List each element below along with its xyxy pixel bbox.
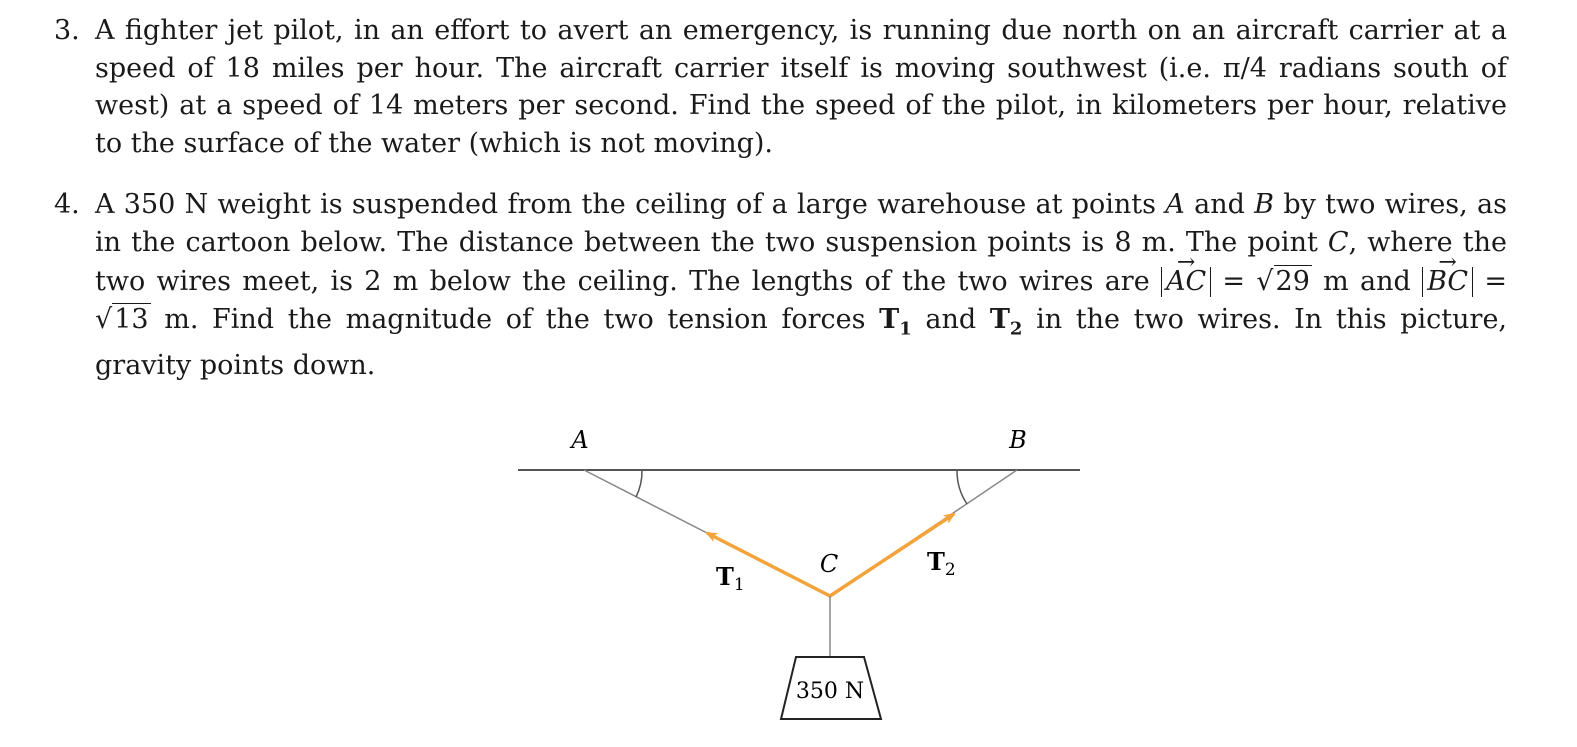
equals-sign: = bbox=[1473, 266, 1507, 297]
text-segment: and bbox=[911, 303, 990, 335]
problem-number: 3. bbox=[54, 15, 80, 46]
text-segment: and bbox=[1184, 189, 1255, 220]
vector-ac: → AC bbox=[1166, 267, 1206, 297]
point-a-ref: A bbox=[1165, 189, 1185, 220]
tension-symbol: T bbox=[989, 303, 1010, 335]
point-b-label: B bbox=[1009, 426, 1027, 454]
equals-sign: = bbox=[1211, 266, 1257, 297]
point-b-ref: B bbox=[1254, 189, 1275, 220]
text-segment: m and bbox=[1311, 266, 1423, 297]
text-segment: , where the two wires meet, is 2 m below the ceiling. The lengths of the two wires are bbox=[95, 226, 1507, 297]
text-segment: A 350 N weight is suspended from the ceiling of a large warehouse at points bbox=[95, 189, 1166, 220]
angle-arc-a bbox=[636, 470, 642, 497]
tension-t1-label: $T_1$ bbox=[716, 562, 745, 595]
weight-label: 350 N bbox=[795, 679, 865, 704]
vector-bc: → BC bbox=[1427, 267, 1468, 297]
tension-symbol: T bbox=[879, 303, 900, 335]
point-a-label: A bbox=[571, 426, 589, 454]
text-segment: by two wires, as in the cartoon below. The distance between the two suspension points is 8 m. The point bbox=[95, 189, 1507, 258]
text-segment: m. Find the magnitude of the two tension forces bbox=[150, 303, 880, 335]
angle-arc-b bbox=[957, 470, 967, 504]
tension-subscript: 1 bbox=[899, 317, 912, 339]
sqrt-29: √29 bbox=[1256, 266, 1310, 297]
tension-subscript: 2 bbox=[1009, 317, 1023, 339]
tension-t2-label: $T_2$ bbox=[927, 547, 956, 580]
point-c-label: C bbox=[819, 550, 839, 578]
problem-text: A fighter jet pilot, in an effort to avert an emergency, is running due north on an aircraft carrier at a speed of 18 miles per hour. The aircraft carrier itself is moving southwest (i.e. π/4 radians south of west) at a speed of 14 meters per second. Find the speed of the pilot, in kilometers per hour, relative to the surface of the water (which is not moving). bbox=[95, 15, 1507, 159]
sqrt-13: √13 bbox=[95, 303, 149, 335]
radicand: 13 bbox=[114, 303, 149, 335]
point-c-ref: C bbox=[1327, 226, 1349, 258]
radicand: 29 bbox=[1275, 266, 1310, 297]
problem-number: 4. bbox=[54, 189, 80, 220]
text-segment: in the two wires. In this picture, gravity points down. bbox=[95, 303, 1508, 382]
